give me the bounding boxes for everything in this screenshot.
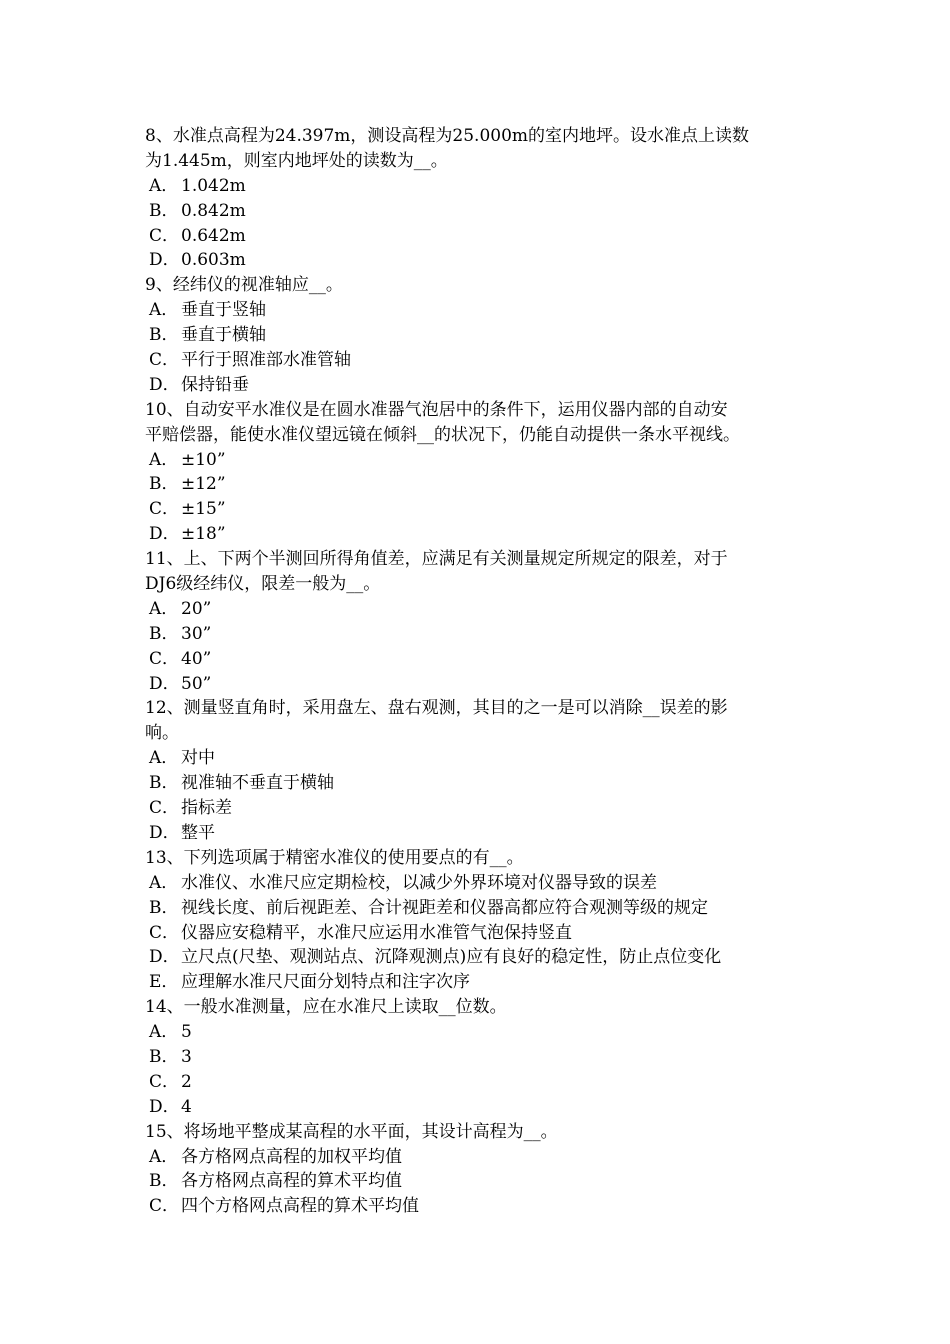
option-letter: E．: [149, 972, 179, 993]
question-line: 15、将场地平整成某高程的水平面，其设计高程为__。: [145, 1121, 558, 1142]
option-letter: D．: [149, 822, 180, 843]
answer-option: [145, 1095, 810, 1120]
option-letter: C．: [149, 922, 180, 943]
option-letter: A．: [149, 1146, 179, 1167]
option-letter: A．: [149, 1022, 179, 1043]
answer-option: [145, 871, 810, 896]
answer-option: [145, 945, 810, 970]
answer-option: [145, 771, 810, 796]
option-text: ±10”: [181, 449, 226, 470]
option-letter: D．: [149, 524, 180, 545]
question-block: [145, 696, 810, 845]
option-text: ±15”: [181, 499, 226, 520]
question-block: [145, 846, 810, 995]
answer-option: [145, 323, 810, 348]
answer-option: [145, 746, 810, 771]
question-line: 8、水准点高程为24.397m，测设高程为25.000m的室内地坪。设水准点上读数: [145, 126, 750, 146]
answer-option: [145, 970, 810, 995]
question-line: 14、一般水准测量，应在水准尺上读取__位数。: [145, 997, 507, 1018]
option-letter: D．: [149, 947, 180, 968]
answer-option: [145, 199, 810, 224]
question-line: 10、自动安平水准仪是在圆水准器气泡居中的条件下，运用仪器内部的自动安: [145, 399, 728, 420]
question-block: [145, 1120, 810, 1220]
answer-option: [145, 1045, 810, 1070]
answer-option: [145, 622, 810, 647]
option-letter: A．: [149, 175, 179, 196]
answer-option: [145, 248, 810, 273]
option-text: 0.842m: [181, 200, 246, 221]
question-text: [145, 696, 810, 746]
question-block: [145, 547, 810, 696]
question-text: [145, 995, 810, 1020]
option-letter: D．: [149, 374, 180, 395]
option-letter: B．: [149, 897, 179, 918]
option-text: 5: [181, 1022, 192, 1043]
question-line: DJ6级经纬仪，限差一般为__。: [145, 574, 381, 595]
option-letter: A．: [149, 748, 179, 769]
question-block: [145, 124, 810, 273]
option-letter: B．: [149, 773, 179, 794]
option-letter: A．: [149, 300, 179, 321]
option-text: 垂直于横轴: [181, 325, 266, 346]
question-line: 11、上、下两个半测回所得角值差，应满足有关测量规定所规定的限差，对于: [145, 549, 728, 570]
option-letter: C．: [149, 499, 180, 520]
option-text: 3: [181, 1046, 192, 1067]
option-letter: B．: [149, 325, 179, 346]
answer-option: [145, 298, 810, 323]
option-text: 对中: [181, 748, 215, 769]
option-text: 应理解水准尺尺面分划特点和注字次序: [181, 972, 470, 993]
option-text: 垂直于竖轴: [181, 300, 266, 321]
question-line: 9、经纬仪的视准轴应__。: [145, 275, 343, 296]
option-text: 四个方格网点高程的算术平均值: [181, 1196, 419, 1217]
question-text: [145, 398, 810, 448]
option-text: 40”: [181, 648, 212, 669]
answer-option: [145, 597, 810, 622]
option-letter: B．: [149, 1171, 179, 1192]
answer-option: [145, 672, 810, 697]
option-text: 30”: [181, 623, 212, 644]
option-letter: A．: [149, 872, 179, 893]
answer-option: [145, 1070, 810, 1095]
answer-option: [145, 224, 810, 249]
answer-option: [145, 796, 810, 821]
option-text: 4: [181, 1096, 192, 1117]
answer-option: [145, 472, 810, 497]
document-page: [145, 124, 810, 1219]
option-text: 2: [181, 1071, 192, 1092]
answer-option: [145, 1169, 810, 1194]
option-text: 1.042m: [181, 175, 246, 196]
question-text: [145, 1120, 810, 1145]
answer-option: [145, 1020, 810, 1045]
option-letter: B．: [149, 200, 179, 221]
question-text: [145, 547, 810, 597]
question-text: [145, 846, 810, 871]
question-block: [145, 273, 810, 397]
option-text: 0.603m: [181, 250, 246, 271]
answer-option: [145, 448, 810, 473]
option-text: 0.642m: [181, 225, 246, 246]
answer-option: [145, 522, 810, 547]
answer-option: [145, 821, 810, 846]
option-text: 平行于照准部水准管轴: [181, 350, 351, 371]
option-letter: D．: [149, 250, 180, 271]
answer-option: [145, 373, 810, 398]
option-letter: B．: [149, 474, 179, 495]
option-letter: C．: [149, 648, 180, 669]
option-letter: A．: [149, 598, 179, 619]
question-line: 平赔偿器，能使水准仪望远镜在倾斜__的状况下，仍能自动提供一条水平视线。: [145, 424, 740, 445]
option-text: 各方格网点高程的加权平均值: [181, 1146, 402, 1167]
question-line: 13、下列选项属于精密水准仪的使用要点的有__。: [145, 847, 524, 868]
option-text: 整平: [181, 822, 215, 843]
answer-option: [145, 896, 810, 921]
option-text: ±12”: [181, 474, 226, 495]
answer-option: [145, 174, 810, 199]
answer-option: [145, 647, 810, 672]
option-text: 20”: [181, 598, 212, 619]
option-letter: B．: [149, 623, 179, 644]
option-text: 视准轴不垂直于横轴: [181, 773, 334, 794]
question-text: [145, 273, 810, 298]
question-text: [145, 124, 810, 174]
answer-option: [145, 497, 810, 522]
option-letter: B．: [149, 1046, 179, 1067]
option-text: 仪器应安稳精平，水准尺应运用水准管气泡保持竖直: [181, 922, 572, 943]
option-letter: C．: [149, 350, 180, 371]
option-text: ±18”: [181, 524, 226, 545]
option-text: 指标差: [181, 798, 232, 819]
answer-option: [145, 921, 810, 946]
question-line: 12、测量竖直角时，采用盘左、盘右观测，其目的之一是可以消除__误差的影: [145, 698, 728, 719]
option-letter: C．: [149, 798, 180, 819]
option-letter: C．: [149, 1196, 180, 1217]
question-line: 为1.445m，则室内地坪处的读数为__。: [145, 150, 448, 171]
option-letter: D．: [149, 673, 180, 694]
option-text: 水准仪、水准尺应定期检校，以减少外界环境对仪器导致的误差: [181, 872, 657, 893]
option-text: 视线长度、前后视距差、合计视距差和仪器高都应符合观测等级的规定: [181, 897, 708, 918]
answer-option: [145, 1194, 810, 1219]
answer-option: [145, 348, 810, 373]
option-text: 各方格网点高程的算术平均值: [181, 1171, 402, 1192]
question-block: [145, 995, 810, 1119]
answer-option: [145, 1145, 810, 1170]
question-block: [145, 398, 810, 547]
option-letter: D．: [149, 1096, 180, 1117]
option-text: 立尺点(尺垫、观测站点、沉降观测点)应有良好的稳定性，防止点位变化: [181, 947, 722, 968]
option-letter: C．: [149, 225, 180, 246]
option-text: 保持铅垂: [181, 374, 249, 395]
option-letter: A．: [149, 449, 179, 470]
question-line: 响。: [145, 723, 179, 744]
option-letter: C．: [149, 1071, 180, 1092]
option-text: 50”: [181, 673, 212, 694]
